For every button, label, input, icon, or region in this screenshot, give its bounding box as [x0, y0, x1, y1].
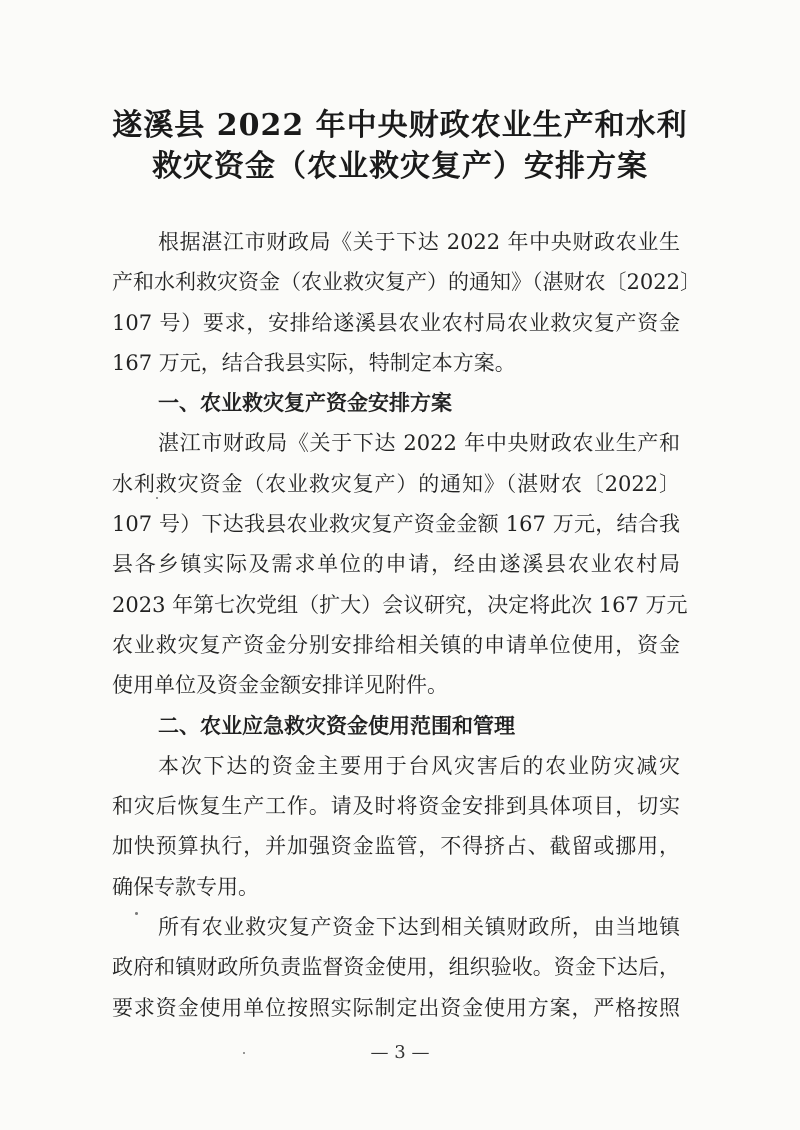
paragraph-line: 农业救灾复产资金分别安排给相关镇的申请单位使用，资金	[112, 632, 680, 657]
paragraph-line: 本次下达的资金主要用于台风灾害后的农业防灾减灾	[158, 753, 680, 778]
document-body	[112, 222, 701, 1028]
scan-speck	[135, 912, 138, 915]
section-heading: 二、农业应急救灾资金使用范围和管理	[158, 712, 515, 738]
paragraph-line: 根据湛江市财政局《关于下达 2022 年中央财政农业生	[158, 230, 680, 254]
paragraph-line: 107 号）要求，安排给遂溪县农业农村局农业救灾复产资金	[112, 310, 680, 335]
document-title-line-1: 遂溪县 2022 年中央财政农业生产和水利	[112, 108, 688, 143]
page-number: — 3 —	[370, 1042, 430, 1063]
paragraph-line: 167 万元，结合我县实际，特制定本方案。	[112, 350, 516, 375]
paragraph-line: 使用单位及资金金额安排详见附件。	[112, 673, 448, 698]
paragraph-line: 确保专款专用。	[112, 874, 259, 899]
scan-speck	[156, 497, 158, 499]
paragraph-line: 湛江市财政局《关于下达 2022 年中央财政农业生产和	[158, 431, 680, 456]
paragraph-line: 产和水利救灾资金（农业救灾复产）的通知》（湛财农〔2022〕	[112, 270, 701, 295]
paragraph-line: 2023 年第七次党组（扩大）会议研究，决定将此次 167 万元	[112, 592, 688, 617]
paragraph-line: 和灾后恢复生产工作。请及时将资金安排到具体项目，切实	[112, 794, 680, 819]
document-title-line-2: 救灾资金（农业救灾复产）安排方案	[152, 149, 648, 184]
scan-speck	[243, 1052, 245, 1054]
paragraph-line: 水利救灾资金（农业救灾复产）的通知》（湛财农〔2022〕	[112, 471, 680, 496]
paragraph-line: 要求资金使用单位按照实际制定出资金使用方案，严格按照	[112, 995, 680, 1020]
paragraph-line: 政府和镇财政所负责监督资金使用，组织验收。资金下达后，	[112, 955, 680, 980]
paragraph-line: 加快预算执行，并加强资金监管，不得挤占、截留或挪用，	[112, 834, 680, 859]
section-heading: 一、农业救灾复产资金安排方案	[158, 390, 452, 416]
paragraph-line: 107 号）下达我县农业救灾复产资金金额 167 万元，结合我	[112, 512, 680, 537]
paragraph-line: 所有农业救灾复产资金下达到相关镇财政所，由当地镇	[158, 915, 680, 940]
paragraph-line: 县各乡镇实际及需求单位的申请，经由遂溪县农业农村局	[112, 552, 680, 577]
